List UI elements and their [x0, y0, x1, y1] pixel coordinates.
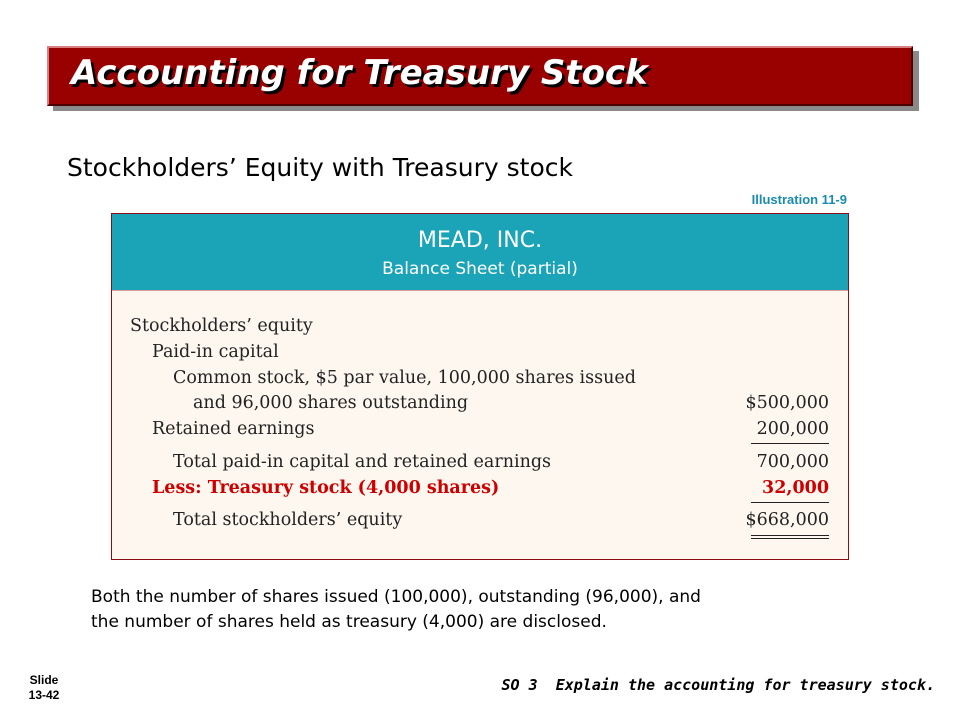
slide-title: Accounting for Treasury Stock — [71, 53, 648, 93]
slide-label: Slide — [29, 673, 59, 687]
objective-text: Explain the accounting for treasury stock. — [555, 676, 935, 694]
slide-subtitle: Stockholders’ Equity with Treasury stock — [67, 153, 573, 182]
title-bar — [47, 46, 913, 106]
row-amount-total-paid-in: 700,000 — [756, 452, 829, 472]
illustration-label: Illustration 11-9 — [751, 192, 847, 207]
slide-number: 13-42 — [28, 688, 60, 702]
row-label-equity-heading: Stockholders’ equity — [130, 316, 313, 336]
row-label-total-equity: Total stockholders’ equity — [173, 510, 403, 530]
objective-code: SO 3 — [501, 676, 538, 694]
row-amount-common-stock: $500,000 — [745, 393, 829, 413]
disclosure-note-line-2: the number of shares held as treasury (4,000) are disclosed. — [91, 612, 607, 632]
row-amount-retained-earnings: 200,000 — [756, 419, 829, 439]
subtotal-underline — [751, 443, 829, 444]
row-label-common-stock: Common stock, $5 par value, 100,000 shares issued — [173, 368, 636, 388]
row-amount-treasury-stock: 32,000 — [762, 478, 829, 498]
treasury-underline — [751, 502, 829, 503]
total-double-underline — [751, 535, 829, 539]
row-label-treasury-stock: Less: Treasury stock (4,000 shares) — [152, 478, 500, 498]
row-label-paid-in-capital: Paid-in capital — [152, 342, 279, 362]
study-objective — [502, 676, 935, 694]
statement-name: Balance Sheet (partial) — [382, 259, 578, 279]
disclosure-note — [91, 585, 891, 635]
row-label-total-paid-in: Total paid-in capital and retained earnings — [173, 452, 552, 472]
row-amount-total-equity: $668,000 — [745, 510, 829, 530]
row-label-retained-earnings: Retained earnings — [152, 419, 315, 439]
slide-number-block — [18, 673, 70, 703]
disclosure-note-line-1: Both the number of shares issued (100,000), outstanding (96,000), and — [91, 587, 701, 607]
balance-sheet-panel — [111, 213, 849, 560]
company-name: MEAD, INC. — [417, 228, 543, 253]
balance-sheet-header — [112, 214, 848, 291]
row-label-shares-outstanding: and 96,000 shares outstanding — [193, 393, 469, 413]
